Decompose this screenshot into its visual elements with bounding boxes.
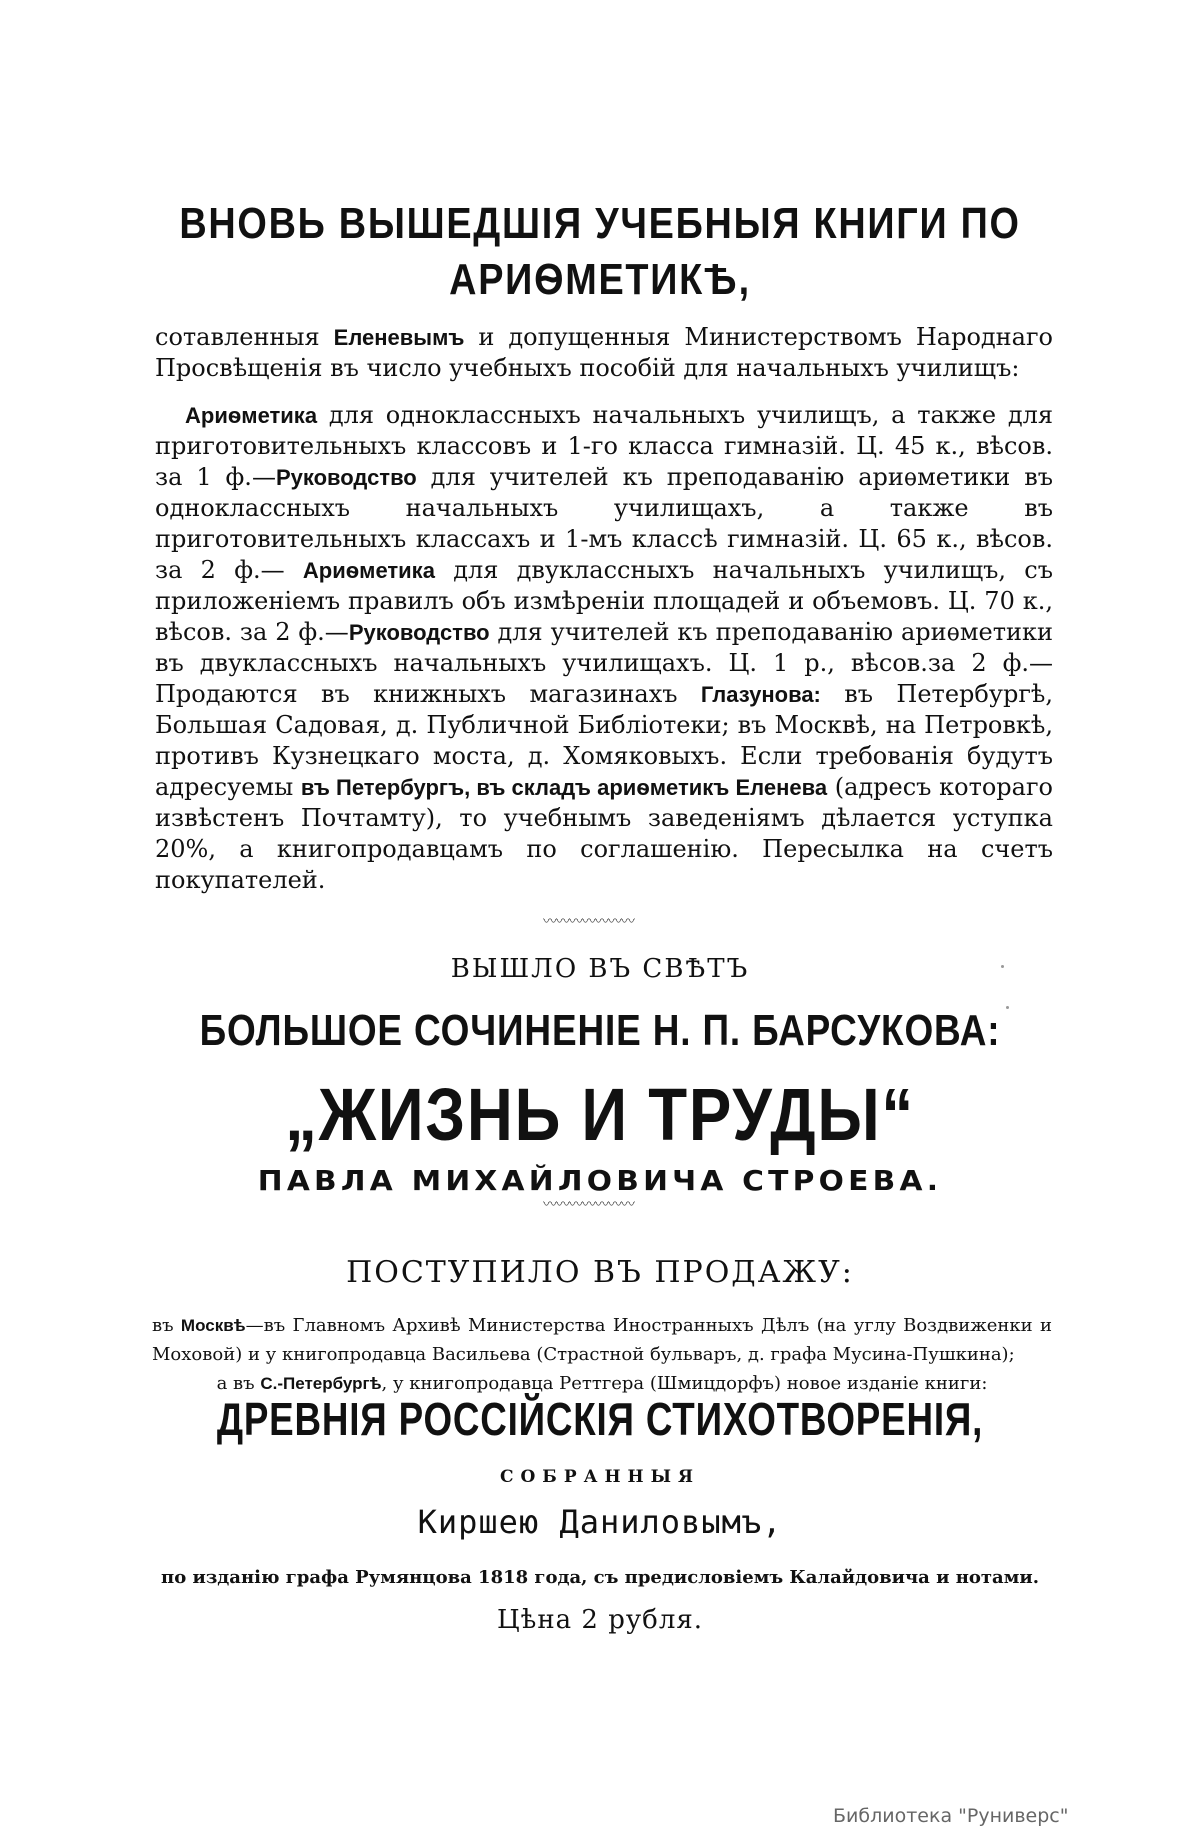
books-description [155, 400, 1053, 896]
book-text-1: для одноклассныхъ начальныхъ училищъ, а также для приготовительныхъ классовъ и 1-го класса гимназій. Ц. 45 к., вѣсов. за 1 ф.— [155, 401, 1053, 491]
sale-paragraph [152, 1311, 1052, 1398]
library-watermark: Библиотека "Руниверс" [833, 1805, 1069, 1827]
book-text-3: для двуклассныхъ начальныхъ училищъ, съ приложеніемъ правилъ объ измѣреніи площадей и объемовъ. Ц. 70 к., вѣсов. за 2 ф.— [155, 556, 1054, 646]
wave-divider-icon: 〰〰〰〰〰〰〰 [543, 1197, 634, 1213]
announcement-title: „ЖИЗНЬ И ТРУДЫ“ [285, 1073, 915, 1156]
book-edition: по изданію графа Румянцова 1818 года, съ предисловіемъ Калайдовича и нотами. [161, 1567, 1039, 1588]
main-heading-line1: ВНОВЬ ВЫШЕДШІЯ УЧЕБНЫЯ КНИГИ ПО [179, 199, 1021, 248]
announcement-subject: ПАВЛА МИХАЙЛОВИЧА СТРОЕВА. [257, 1164, 943, 1197]
book-name-1: Ариѳметика [185, 403, 318, 428]
intro-text-pre: сотавленныя [155, 323, 334, 351]
wave-divider-icon: 〰〰〰〰〰〰〰 [543, 914, 634, 930]
bookshop-name: Глазунова: [700, 682, 821, 707]
book-name-4: Руководство [348, 620, 490, 645]
bookshop-text: въ Петербургѣ, Большая Садовая, д. Публичной Библіотеки; въ Москвѣ, на Петровкѣ, противъ Кузнецкаго моста, д. Хомяковыхъ. Если требованія будутъ адресуемы [155, 680, 1053, 801]
main-heading [84, 196, 1116, 308]
book-name-3: Ариѳметика [302, 558, 435, 583]
intro-paragraph [155, 322, 1053, 384]
book-author: Киршею Даниловымъ, [417, 1503, 783, 1541]
print-speck [1001, 965, 1004, 968]
intro-text-post: и допущенныя Министерствомъ Народнаго Просвѣщенія въ число учебныхъ пособій для начальныхъ училищъ: [155, 323, 1053, 382]
intro-author: Еленевымъ [333, 325, 465, 350]
sale-text-2: —въ Главномъ Архивѣ Министерства Иностранныхъ Дѣлъ (на углу Воздвиженки и Моховой) и у книгопродавца Васильева (Страстной бульваръ, д. графа Мусина-Пушкина); [152, 1315, 1052, 1365]
sale-text-3: а въ [216, 1373, 261, 1394]
announcement-line2: БОЛЬШОЕ СОЧИНЕНІЕ Н. П. БАРСУКОВА: [199, 1006, 1001, 1055]
book-name-2: Руководство [275, 465, 417, 490]
sale-text-1: въ [152, 1315, 181, 1336]
warehouse-text: (адресъ котораго извѣстенъ Почтамту), то учебнымъ заведеніямъ дѣлается уступка 20%, а книгопродавцамъ по соглашенію. Пересылка на счетъ покупателей. [155, 773, 1053, 894]
announcement-line1: ВЫШЛО ВЪ СВѢТЪ [450, 954, 750, 984]
book-collected: СОБРАННЫЯ [499, 1467, 701, 1487]
book-text-4: для учителей къ преподаванію ариѳметики въ двуклассныхъ начальныхъ училищахъ. Ц. 1 р., вѣсов.за 2 ф.— Продаются въ книжныхъ магазинахъ [155, 618, 1054, 708]
sale-text-4: , у книгопродавца Реттгера (Шмицдорфъ) новое изданіе книги: [381, 1373, 988, 1394]
main-heading-line2: АРИѲМЕТИКѢ, [449, 255, 751, 304]
warehouse-name: въ Петербургъ, въ складъ ариѳметикъ Еленева [300, 775, 828, 800]
print-speck [1006, 1006, 1009, 1009]
book-title: ДРЕВНІЯ РОССІЙСКІЯ СТИХОТВОРЕНІЯ, [216, 1393, 984, 1445]
book-price: Цѣна 2 рубля. [496, 1605, 704, 1635]
book-text-2: для учителей къ преподаванію ариѳметики въ одноклассныхъ начальныхъ училищахъ, а также въ приготовительныхъ классахъ и 1-мъ классѣ гимназій. Ц. 65 к., вѣсов. за 2 ф.— [155, 463, 1053, 584]
sale-heading: ПОСТУПИЛО ВЪ ПРОДАЖУ: [346, 1255, 854, 1290]
sale-city-petersburg: С.-Петербургѣ [260, 1374, 382, 1393]
sale-city-moscow: Москвѣ [180, 1316, 246, 1335]
